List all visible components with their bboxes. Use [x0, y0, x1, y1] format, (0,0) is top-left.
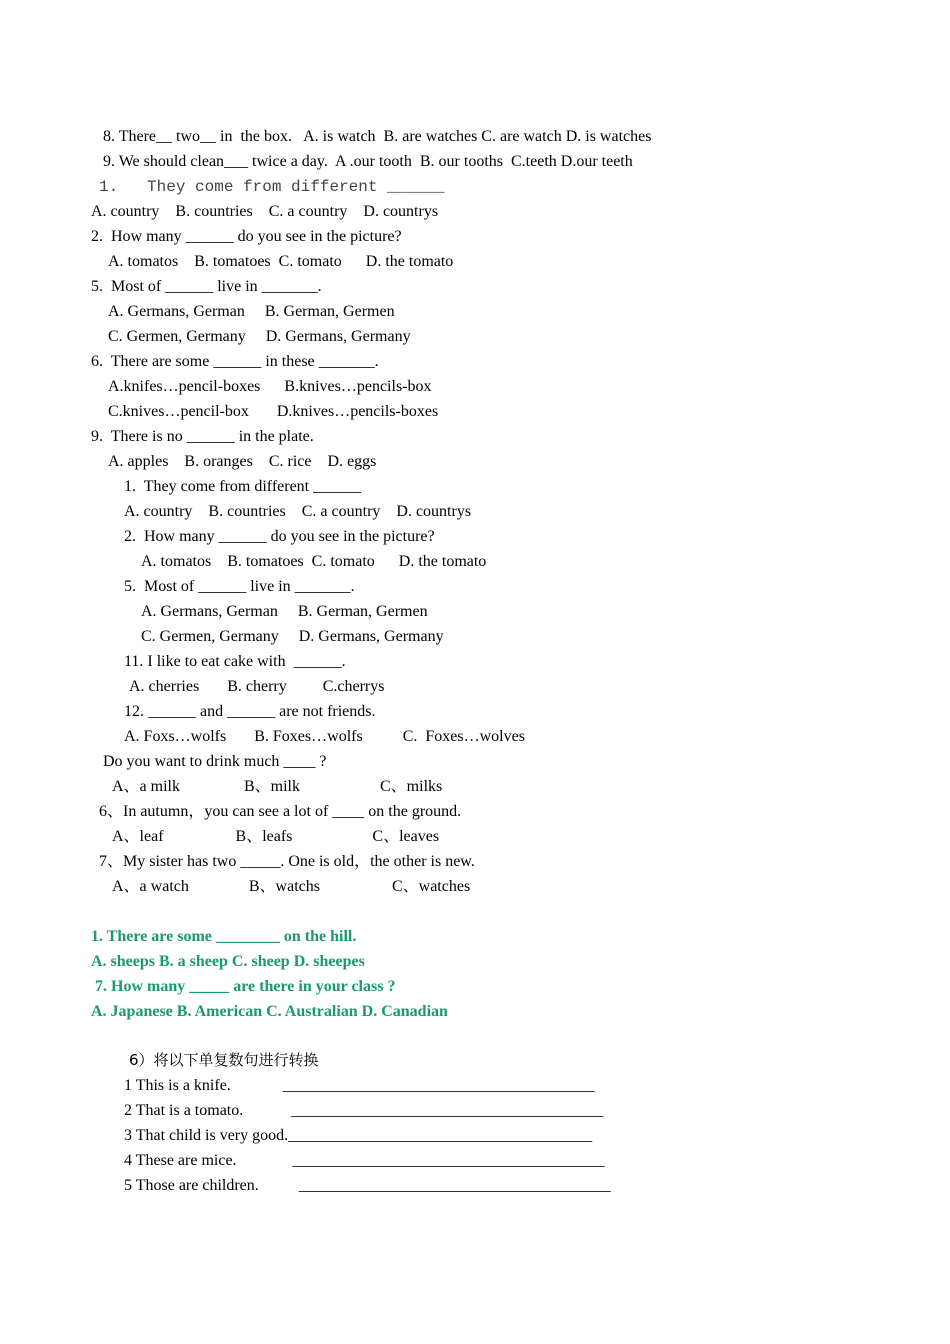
- question-2b-options: A. tomatos B. tomatoes C. tomato D. the tomato: [141, 553, 487, 570]
- question-11: 11. I like to eat cake with ______.: [124, 653, 346, 670]
- question-9b-options: A. apples B. oranges C. rice D. eggs: [108, 453, 377, 470]
- transform-item-4: 4 These are mice. _______________________________________: [124, 1152, 605, 1169]
- question-11-options: A. cherries B. cherry C.cherrys: [129, 678, 385, 695]
- question-5b-options-b: C. Germen, Germany D. Germans, Germany: [141, 628, 444, 645]
- question-1-options: A. country B. countries C. a country D. countrys: [91, 203, 439, 220]
- question-12: 12. ______ and ______ are not friends.: [124, 703, 376, 720]
- transform-item-5: 5 Those are children. _______________________________________: [124, 1177, 611, 1194]
- question-milk-options: A、a milk B、milk C、milks: [112, 778, 443, 795]
- question-1b-options: A. country B. countries C. a country D. countrys: [124, 503, 472, 520]
- question-6-options-b: C.knives…pencil-box D.knives…pencils-boxes: [108, 403, 439, 420]
- question-12-options: A. Foxs…wolfs B. Foxes…wolfs C. Foxes…wolves: [124, 728, 525, 745]
- question-1b: 1. They come from different ______: [124, 478, 362, 495]
- transform-item-3: 3 That child is very good.______________________________________: [124, 1127, 593, 1144]
- question-2b: 2. How many ______ do you see in the picture?: [124, 528, 435, 545]
- question-8: 8. There__ two__ in the box. A. is watch B. are watches C. are watch D. is watches: [103, 128, 652, 145]
- question-6: 6. There are some ______ in these _______.: [91, 353, 379, 370]
- question-6c-options: A、leaf B、leafs C、leaves: [112, 828, 440, 845]
- question-5b-options-a: A. Germans, German B. German, Germen: [141, 603, 428, 620]
- green-question-7-options: A. Japanese B. American C. Australian D. Canadian: [91, 1003, 448, 1020]
- question-7c: 7、My sister has two _____. One is old，the other is new.: [99, 853, 475, 870]
- question-9b: 9. There is no ______ in the plate.: [91, 428, 314, 445]
- question-5-options-b: C. Germen, Germany D. Germans, Germany: [108, 328, 411, 345]
- question-9: 9. We should clean___ twice a day. A .our tooth B. our tooths C.teeth D.our teeth: [103, 153, 633, 170]
- section-6-heading: 6）将以下单复数句进行转换: [129, 1051, 319, 1069]
- question-5b: 5. Most of ______ live in _______.: [124, 578, 355, 595]
- question-2-options: A. tomatos B. tomatoes C. tomato D. the tomato: [108, 253, 454, 270]
- transform-item-1: 1 This is a knife. _______________________________________: [124, 1077, 595, 1094]
- transform-item-2: 2 That is a tomato. _______________________________________: [124, 1102, 604, 1119]
- question-milk: Do you want to drink much ____ ?: [103, 753, 327, 770]
- green-question-1: 1. There are some ________ on the hill.: [91, 928, 357, 945]
- question-6-options-a: A.knifes…pencil-boxes B.knives…pencils-box: [108, 378, 432, 395]
- question-5: 5. Most of ______ live in _______.: [91, 278, 322, 295]
- green-question-1-options: A. sheeps B. a sheep C. sheep D. sheepes: [91, 953, 365, 970]
- green-question-7: 7. How many _____ are there in your class ?: [95, 978, 396, 995]
- question-2: 2. How many ______ do you see in the picture?: [91, 228, 402, 245]
- question-1-mono: 1. They come from different ______: [99, 178, 445, 196]
- question-6c: 6、In autumn，you can see a lot of ____ on the ground.: [99, 803, 462, 820]
- question-7c-options: A、a watch B、watchs C、watches: [112, 878, 471, 895]
- question-5-options-a: A. Germans, German B. German, Germen: [108, 303, 395, 320]
